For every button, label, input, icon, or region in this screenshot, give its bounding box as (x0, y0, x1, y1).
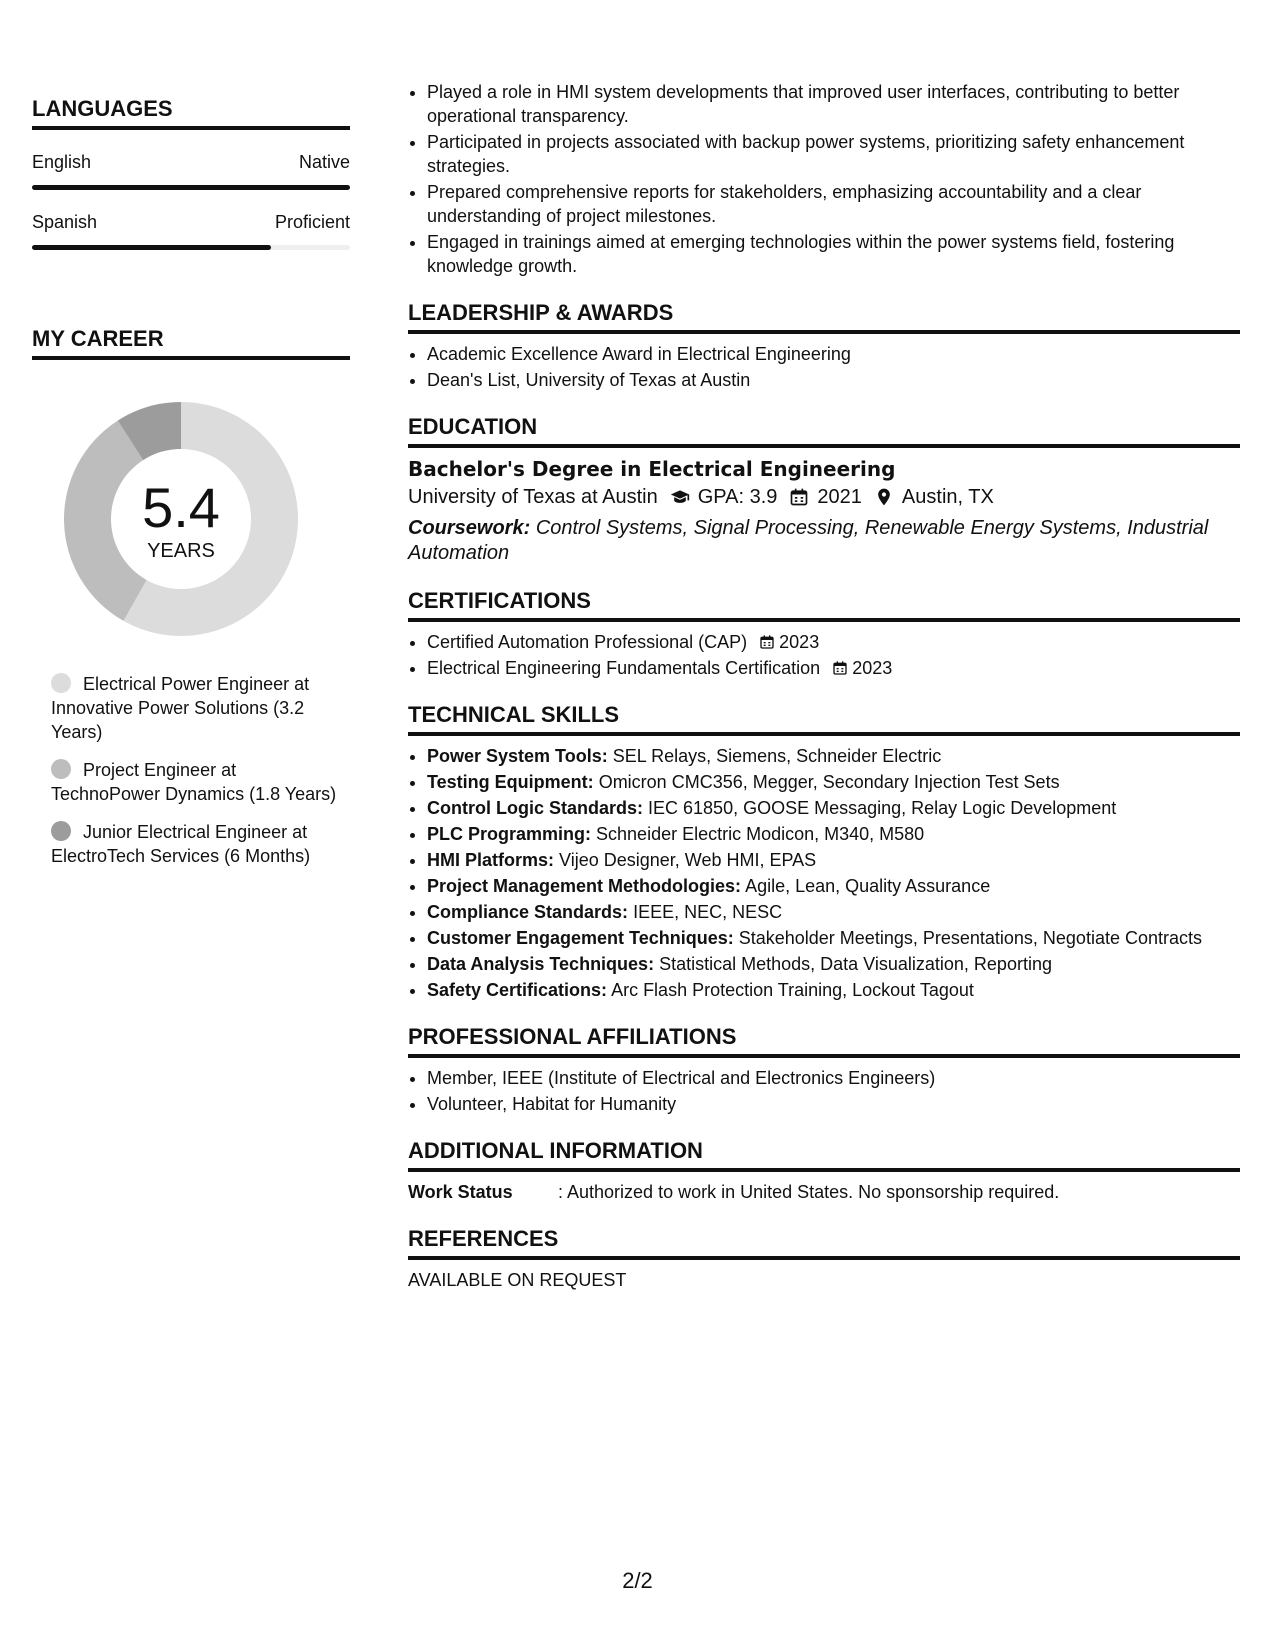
language-name: English (32, 152, 92, 172)
skill-label: Customer Engagement Techniques: (427, 928, 734, 948)
certifications-list (408, 630, 1240, 680)
degree-title: Bachelor's Degree in Electrical Engineering (408, 457, 896, 481)
certification-name: • Certified Automation Professional (CAP) (427, 632, 748, 652)
skill-item (427, 822, 1240, 846)
language-level: Native (298, 152, 350, 172)
skill-label: PLC Programming: (427, 824, 592, 844)
leadership-list (408, 342, 1240, 392)
languages-heading: LANGUAGES (32, 96, 350, 130)
skill-item (427, 952, 1240, 976)
language-item (32, 152, 350, 190)
skill-label: Data Analysis Techniques: (427, 954, 655, 974)
skill-value: Statistical Methods, Data Visualization, Reporting (659, 954, 1052, 974)
location: Austin, TX (901, 486, 994, 508)
map-pin-icon (874, 487, 894, 507)
skill-label: Control Logic Standards: (427, 798, 643, 818)
career-heading: MY CAREER (32, 326, 350, 360)
gpa: GPA: 3.9 (697, 486, 778, 508)
list-item (427, 630, 1240, 654)
coursework (408, 516, 1240, 566)
certification-name: • Electrical Engineering Fundamentals Certification (427, 658, 821, 678)
work-status-label: Work Status (408, 1182, 513, 1202)
work-status-value: : Authorized to work in United States. No sponsorship required. (558, 1182, 1060, 1202)
references-text: AVAILABLE ON REQUEST (408, 1270, 627, 1290)
career-legend-label: Junior Electrical Engineer at ElectroTech Services (6 Months) (51, 822, 311, 866)
legend-dot-icon (51, 821, 71, 841)
skill-value: Stakeholder Meetings, Presentations, Negotiate Contracts (738, 928, 1202, 948)
skill-item (427, 900, 1240, 924)
career-legend (51, 672, 341, 868)
certification-year: 2023 (779, 632, 820, 652)
skill-value: Omicron CMC356, Megger, Secondary Injection Test Sets (598, 772, 1060, 792)
language-bar (32, 185, 350, 190)
list-item: • Engaged in trainings aimed at emerging technologies within the power systems field, fostering knowledge growth. (427, 230, 1240, 278)
skill-value: IEEE, NEC, NESC (633, 902, 783, 922)
education-entry (408, 456, 1240, 566)
calendar-icon (832, 660, 848, 676)
skill-item (427, 978, 1240, 1002)
list-item: • Played a role in HMI system developments that improved user interfaces, contributing to better operational transparency. (427, 80, 1240, 128)
experience-bullets (408, 80, 1240, 278)
career-legend-item (51, 820, 341, 868)
leadership-heading: LEADERSHIP & AWARDS (408, 300, 1240, 334)
career-total-unit: YEARS (147, 540, 215, 562)
career-legend-item (51, 758, 341, 806)
education-heading: EDUCATION (408, 414, 1240, 448)
skill-item (427, 874, 1240, 898)
certification-year: 2023 (852, 658, 893, 678)
list-item (427, 656, 1240, 680)
coursework-label: Coursework: (408, 517, 531, 539)
skill-item (427, 744, 1240, 768)
language-bar-fill (32, 245, 271, 250)
affiliations-heading: PROFESSIONAL AFFILIATIONS (408, 1024, 1240, 1058)
career-donut-chart (56, 394, 306, 644)
skill-value: IEC 61850, GOOSE Messaging, Relay Logic Development (648, 798, 1117, 818)
list-item: • Member, IEEE (Institute of Electrical and Electronics Engineers) (427, 1066, 1240, 1090)
certifications-heading: CERTIFICATIONS (408, 588, 1240, 622)
education-details (408, 482, 1240, 512)
list-item: • Prepared comprehensive reports for stakeholders, emphasizing accountability and a clear understanding of project milestones. (427, 180, 1240, 228)
graduation-year: 2021 (817, 486, 862, 508)
career-legend-label: Electrical Power Engineer at Innovative Power Solutions (3.2 Years) (51, 674, 310, 742)
sidebar (32, 96, 350, 882)
skill-value: Agile, Lean, Quality Assurance (745, 876, 991, 896)
calendar-icon (759, 634, 775, 650)
skill-label: Safety Certifications: (427, 980, 608, 1000)
list-item: • Dean's List, University of Texas at Austin (427, 368, 1240, 392)
skill-value: Schneider Electric Modicon, M340, M580 (596, 824, 925, 844)
legend-dot-icon (51, 759, 71, 779)
school-name: University of Texas at Austin (408, 486, 658, 508)
page-number: 2/2 (622, 1568, 653, 1593)
skill-item (427, 796, 1240, 820)
skill-item (427, 848, 1240, 872)
list-item: • Participated in projects associated with backup power systems, prioritizing safety enhancement strategies. (427, 130, 1240, 178)
skill-label: Power System Tools: (427, 746, 608, 766)
skills-heading: TECHNICAL SKILLS (408, 702, 1240, 736)
coursework-list: Control Systems, Signal Processing, Renewable Energy Systems, Industrial Automation (408, 517, 1209, 564)
language-item (32, 212, 350, 250)
skill-label: Compliance Standards: (427, 902, 629, 922)
graduation-cap-icon (670, 487, 690, 507)
language-bar-fill (32, 185, 350, 190)
career-legend-label: Project Engineer at TechnoPower Dynamics (1.8 Years) (51, 760, 337, 804)
skill-item (427, 926, 1240, 950)
list-item: • Academic Excellence Award in Electrical Engineering (427, 342, 1240, 366)
skills-list (408, 744, 1240, 1002)
calendar-icon (789, 487, 809, 507)
list-item: • Volunteer, Habitat for Humanity (427, 1092, 1240, 1116)
skill-value: Vijeo Designer, Web HMI, EPAS (559, 850, 817, 870)
skill-value: SEL Relays, Siemens, Schneider Electric (612, 746, 942, 766)
language-level: Proficient (274, 212, 350, 232)
skill-label: Project Management Methodologies: (427, 876, 742, 896)
references-heading: REFERENCES (408, 1226, 1240, 1260)
skill-label: HMI Platforms: (427, 850, 555, 870)
language-bar (32, 245, 350, 250)
affiliations-list (408, 1066, 1240, 1116)
legend-dot-icon (51, 673, 71, 693)
language-name: Spanish (32, 212, 98, 232)
skill-label: Testing Equipment: (427, 772, 594, 792)
career-section (32, 326, 350, 868)
skill-value: Arc Flash Protection Training, Lockout Tagout (611, 980, 974, 1000)
work-status-row (408, 1180, 1240, 1204)
career-legend-item (51, 672, 341, 744)
languages-section (32, 96, 350, 250)
skill-item (427, 770, 1240, 794)
career-total-value: 5.4 (142, 476, 220, 539)
main-column (408, 80, 1240, 1292)
additional-info-heading: ADDITIONAL INFORMATION (408, 1138, 1240, 1172)
